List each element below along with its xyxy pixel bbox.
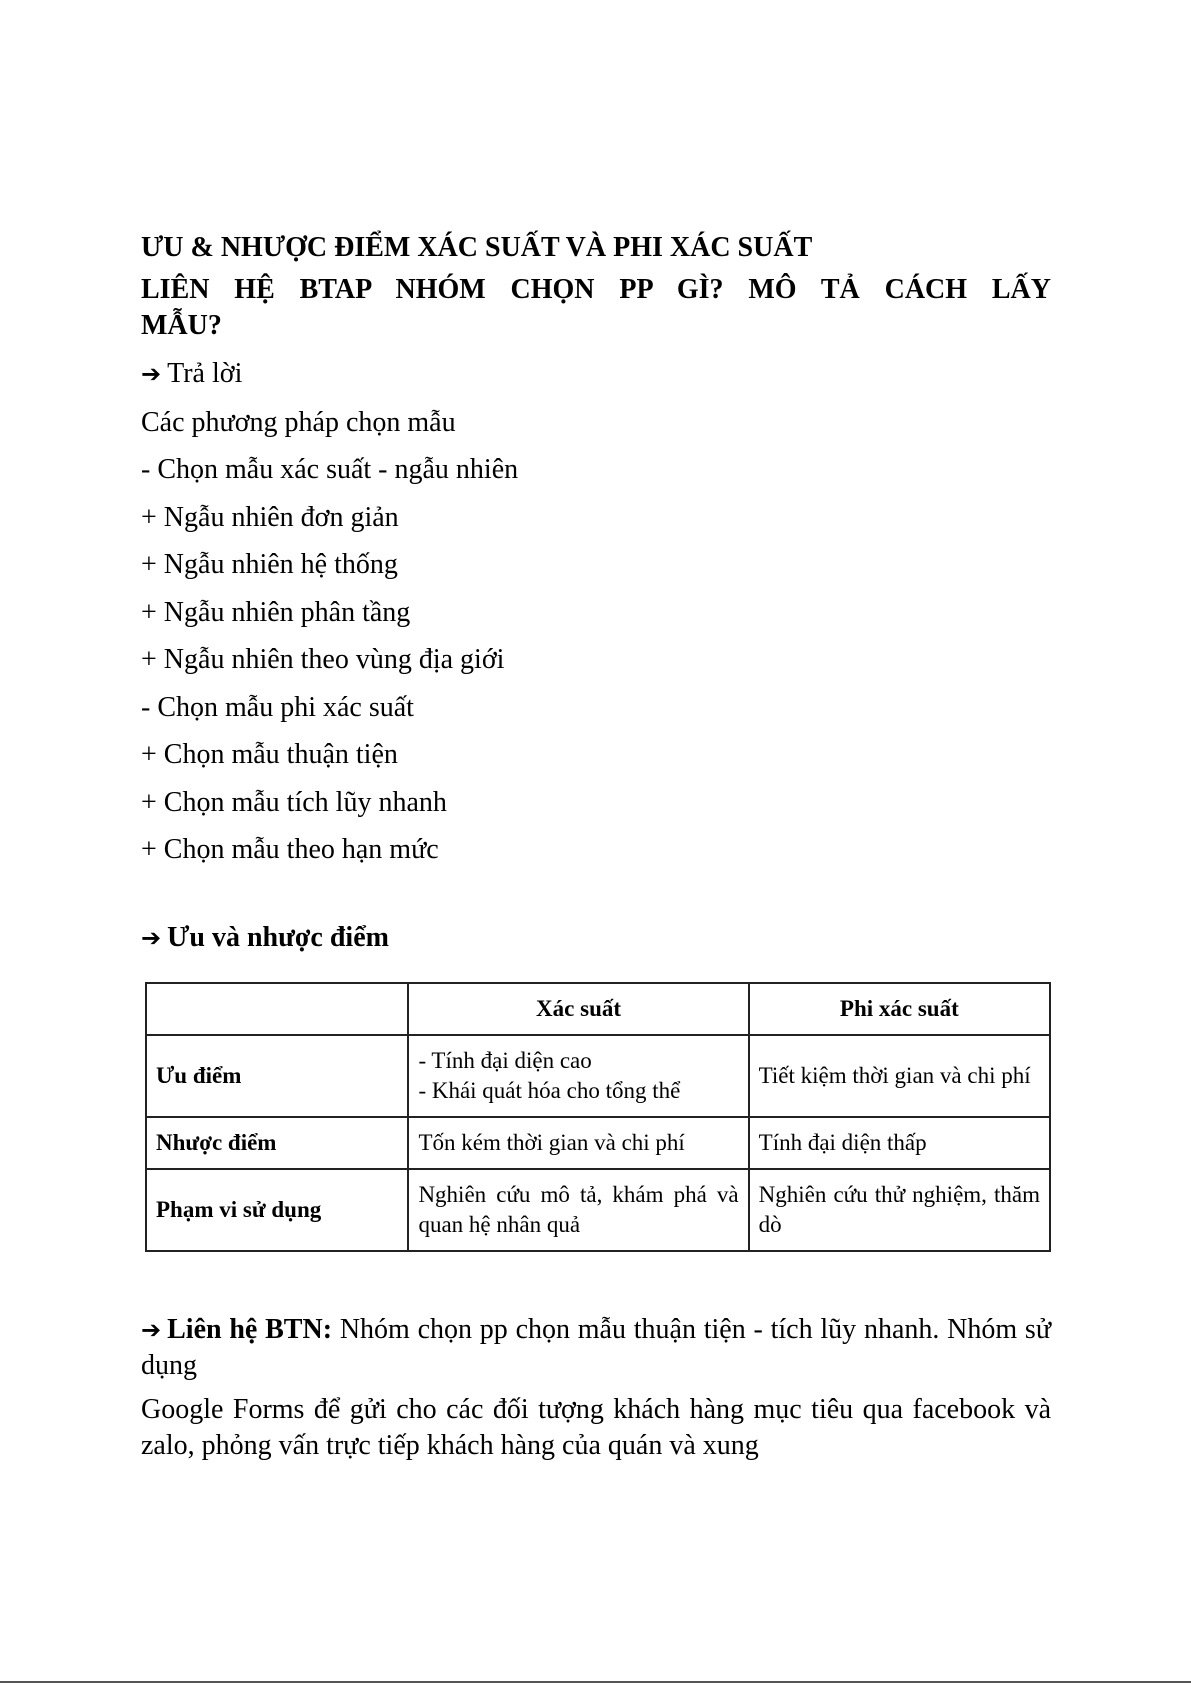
table-cell: Tiết kiệm thời gian và chi phí (749, 1035, 1050, 1117)
table-cell: Nghiên cứu thử nghiệm, thăm dò (749, 1169, 1050, 1251)
table-cell (408, 1035, 748, 1117)
table-row (146, 1117, 1050, 1169)
table-cell: Nghiên cứu mô tả, khám phá và quan hệ nhân quả (408, 1169, 748, 1251)
heading-pros-cons: ƯU & NHƯỢC ĐIỂM XÁC SUẤT VÀ PHI XÁC SUẤT (141, 232, 813, 263)
table-cell: Tính đại diện thấp (749, 1117, 1050, 1169)
document-page (141, 230, 1051, 1461)
list-item: + Ngẫu nhiên hệ thống (141, 549, 398, 580)
link-paragraph-continued: Google Forms để gửi cho các đối tượng khách hàng mục tiêu qua facebook và zalo, phỏng vấn trực tiếp khách hàng của quán và xung (141, 1394, 1051, 1461)
list-item: - Chọn mẫu phi xác suất (141, 691, 414, 723)
list-item: - Chọn mẫu xác suất - ngẫu nhiên (141, 454, 519, 485)
table-cell: Tốn kém thời gian và chi phí (408, 1117, 748, 1169)
arrow-right-icon: ➔ (141, 1316, 162, 1344)
row-label: Nhược điểm (146, 1117, 408, 1169)
section-title (141, 922, 389, 954)
link-text: Nhóm chọn pp chọn mẫu thuận tiện - tích lũy nhanh. Nhóm sử dụng (141, 1314, 1051, 1381)
list-item: Các phương pháp chọn mẫu (141, 406, 456, 438)
cell-line: - Khái quát hóa cho tổng thể (418, 1078, 681, 1103)
table-row (146, 1035, 1050, 1117)
page-bottom-border (0, 1681, 1191, 1683)
cell-line: - Tính đại diện cao (418, 1048, 592, 1073)
table-header-probability: Xác suất (408, 983, 748, 1035)
list-item: + Ngẫu nhiên theo vùng địa giới (141, 644, 505, 675)
table-header-row (146, 983, 1050, 1035)
heading-question-line1: LIÊN HỆ BTAP NHÓM CHỌN PP GÌ? MÔ TẢ CÁCH LẤY (141, 274, 1051, 305)
answer-label: Trả lời (167, 358, 243, 389)
row-label: Phạm vi sử dụng (146, 1169, 408, 1251)
table-row (146, 1169, 1050, 1251)
row-label: Ưu điểm (146, 1035, 408, 1117)
list-item: + Ngẫu nhiên phân tầng (141, 596, 411, 628)
table-header-empty (146, 983, 408, 1035)
link-paragraph (141, 1312, 1051, 1384)
table-header-non-probability: Phi xác suất (749, 983, 1050, 1035)
list-item: + Ngẫu nhiên đơn giản (141, 501, 399, 533)
list-item: + Chọn mẫu theo hạn mức (141, 834, 439, 865)
heading-question-line2: MẪU? (141, 310, 222, 341)
arrow-right-icon: ➔ (141, 360, 162, 388)
arrow-right-icon: ➔ (141, 924, 162, 952)
list-item: + Chọn mẫu tích lũy nhanh (141, 786, 447, 818)
comparison-table (145, 982, 1051, 1252)
list-item: + Chọn mẫu thuận tiện (141, 739, 398, 770)
section-title-text: Ưu và nhược điểm (167, 922, 389, 953)
answer-line (141, 350, 1051, 399)
link-label: Liên hệ BTN: (167, 1314, 333, 1345)
